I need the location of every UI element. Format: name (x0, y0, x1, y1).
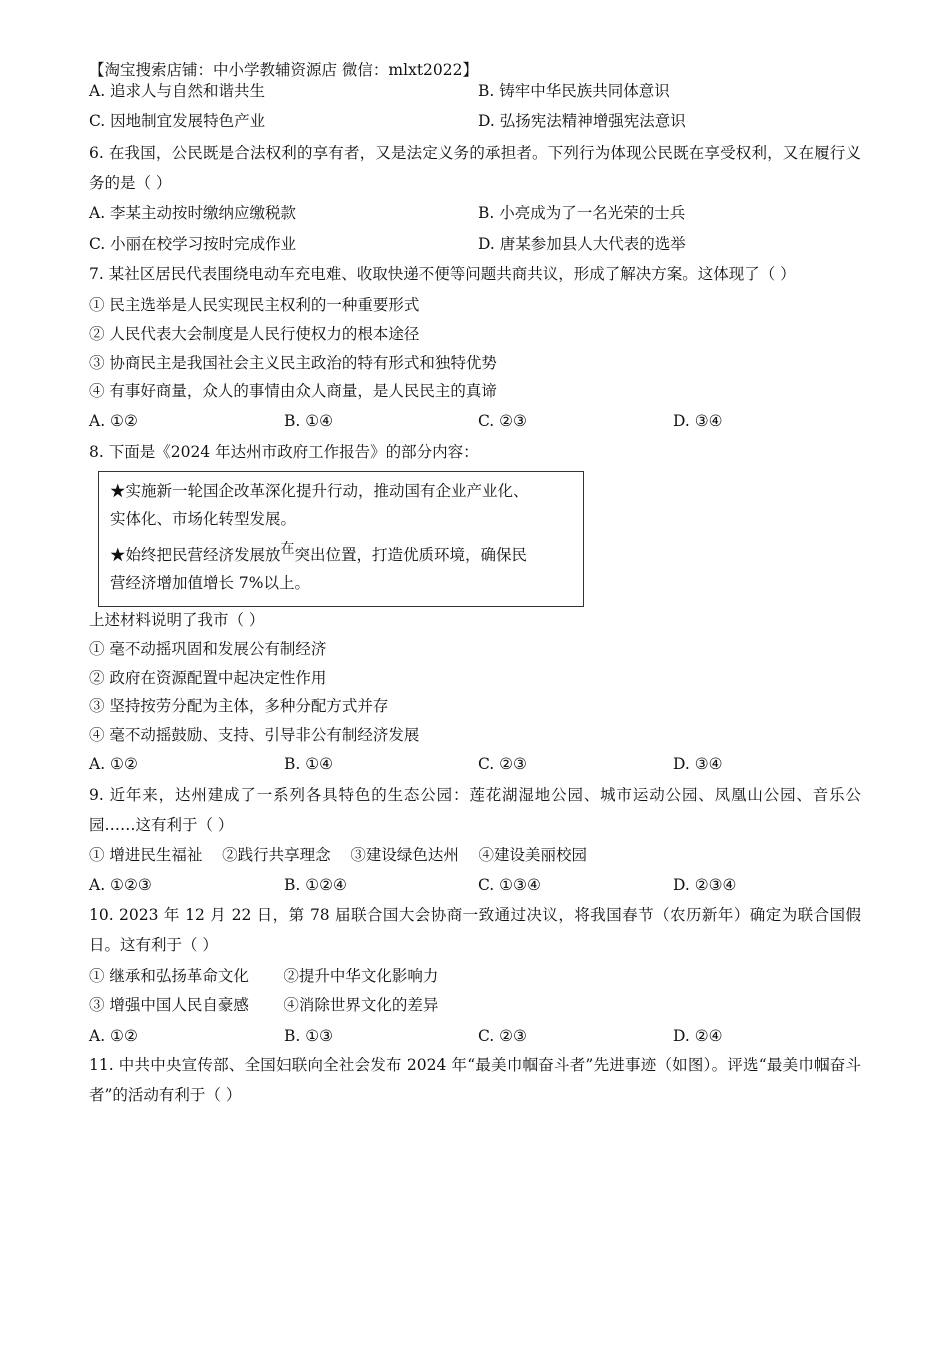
q8-option-d: D. ③④ (673, 755, 723, 773)
q10-option-a: A. ①② (89, 1027, 138, 1045)
q10-statements-2: ③ 增强中国人民自豪感 ④消除世界文化的差异 (89, 996, 439, 1014)
q8-statement-2: ② 政府在资源配置中起决定性作用 (89, 669, 327, 687)
q7-option-a: A. ①② (89, 412, 138, 430)
q8-box-line-2: 实体化、市场化转型发展。 (110, 510, 297, 528)
q7-option-d: D. ③④ (673, 412, 723, 430)
q8-statement-1: ① 毫不动摇巩固和发展公有制经济 (89, 640, 327, 658)
q10-option-d: D. ②④ (673, 1027, 723, 1045)
q8-material-box (98, 471, 584, 607)
q8-option-a: A. ①② (89, 755, 138, 773)
q7-statement-2: ② 人民代表大会制度是人民行使权力的根本途径 (89, 325, 420, 343)
header-ad: 【淘宝搜索店铺：中小学教辅资源店 微信：mlxt2022】 (89, 61, 479, 79)
q8-box-line-3: ★始终把民营经济发展放在突出位置，打造优质环境，确保民 (110, 541, 528, 564)
q7-option-c: C. ②③ (478, 412, 527, 430)
q6-option-c: C. 小丽在校学习按时完成作业 (89, 235, 297, 253)
q6-option-d: D. 唐某参加县人大代表的选举 (478, 235, 686, 253)
q5-option-d: D. 弘扬宪法精神增强宪法意识 (478, 112, 686, 130)
q7-stem: 7. 某社区居民代表围绕电动车充电难、收取快递不便等问题共商共议，形成了解决方案。这体现了（ ） (89, 265, 796, 283)
q8-option-c: C. ②③ (478, 755, 527, 773)
q9-statements: ① 增进民生福祉 ②践行共享理念 ③建设绿色达州 ④建设美丽校园 (89, 846, 588, 864)
q9-option-d: D. ②③④ (673, 876, 737, 894)
q11-stem: 11. 中共中央宣传部、全国妇联向全社会发布 2024 年“最美巾帼奋斗者”先进事迹（如图）。评选“最美巾帼奋斗者”的活动有利于（ ） (89, 1056, 861, 1104)
q7-statement-3: ③ 协商民主是我国社会主义民主政治的特有形式和独特优势 (89, 354, 497, 372)
q9-option-b: B. ①②④ (284, 876, 347, 894)
q8-statement-4: ④ 毫不动摇鼓励、支持、引导非公有制经济发展 (89, 726, 420, 744)
q8-stem: 8. 下面是《2024 年达州市政府工作报告》的部分内容： (89, 443, 479, 461)
q10-option-b: B. ①③ (284, 1027, 334, 1045)
q8-after-text: 上述材料说明了我市（ ） (89, 611, 265, 629)
q8-option-b: B. ①④ (284, 755, 334, 773)
q6-option-a: A. 李某主动按时缴纳应缴税款 (89, 204, 297, 222)
q5-option-b: B. 铸牢中华民族共同体意识 (478, 82, 670, 100)
q6-option-b: B. 小亮成为了一名光荣的士兵 (478, 204, 686, 222)
q9-option-c: C. ①③④ (478, 876, 541, 894)
q10-stem: 10. 2023 年 12 月 22 日，第 78 届联合国大会协商一致通过决议，将我国春节（农历新年）确定为联合国假日。这有利于（ ） (89, 906, 861, 954)
q8-box-line-4: 营经济增加值增长 7%以上。 (110, 574, 311, 592)
q9-stem: 9. 近年来，达州建成了一系列各具特色的生态公园：莲花湖湿地公园、城市运动公园、凤凰山公园、音乐公园……这有利于（ ） (89, 786, 861, 834)
q10-option-c: C. ②③ (478, 1027, 527, 1045)
q6-stem: 6. 在我国，公民既是合法权利的享有者，又是法定义务的承担者。下列行为体现公民既在享受权利，又在履行义务的是（ ） (89, 144, 861, 192)
q5-option-a: A. 追求人与自然和谐共生 (89, 82, 266, 100)
q7-option-b: B. ①④ (284, 412, 334, 430)
q10-statements-1: ① 继承和弘扬革命文化 ②提升中华文化影响力 (89, 967, 439, 985)
q7-statement-1: ① 民主选举是人民实现民主权利的一种重要形式 (89, 296, 420, 314)
q7-statement-4: ④ 有事好商量，众人的事情由众人商量，是人民民主的真谛 (89, 382, 497, 400)
q8-box-line-1: ★实施新一轮国企改革深化提升行动，推动国有企业产业化、 (110, 482, 529, 500)
q8-statement-3: ③ 坚持按劳分配为主体，多种分配方式并存 (89, 697, 389, 715)
q5-option-c: C. 因地制宜发展特色产业 (89, 112, 266, 130)
q9-option-a: A. ①②③ (89, 876, 152, 894)
